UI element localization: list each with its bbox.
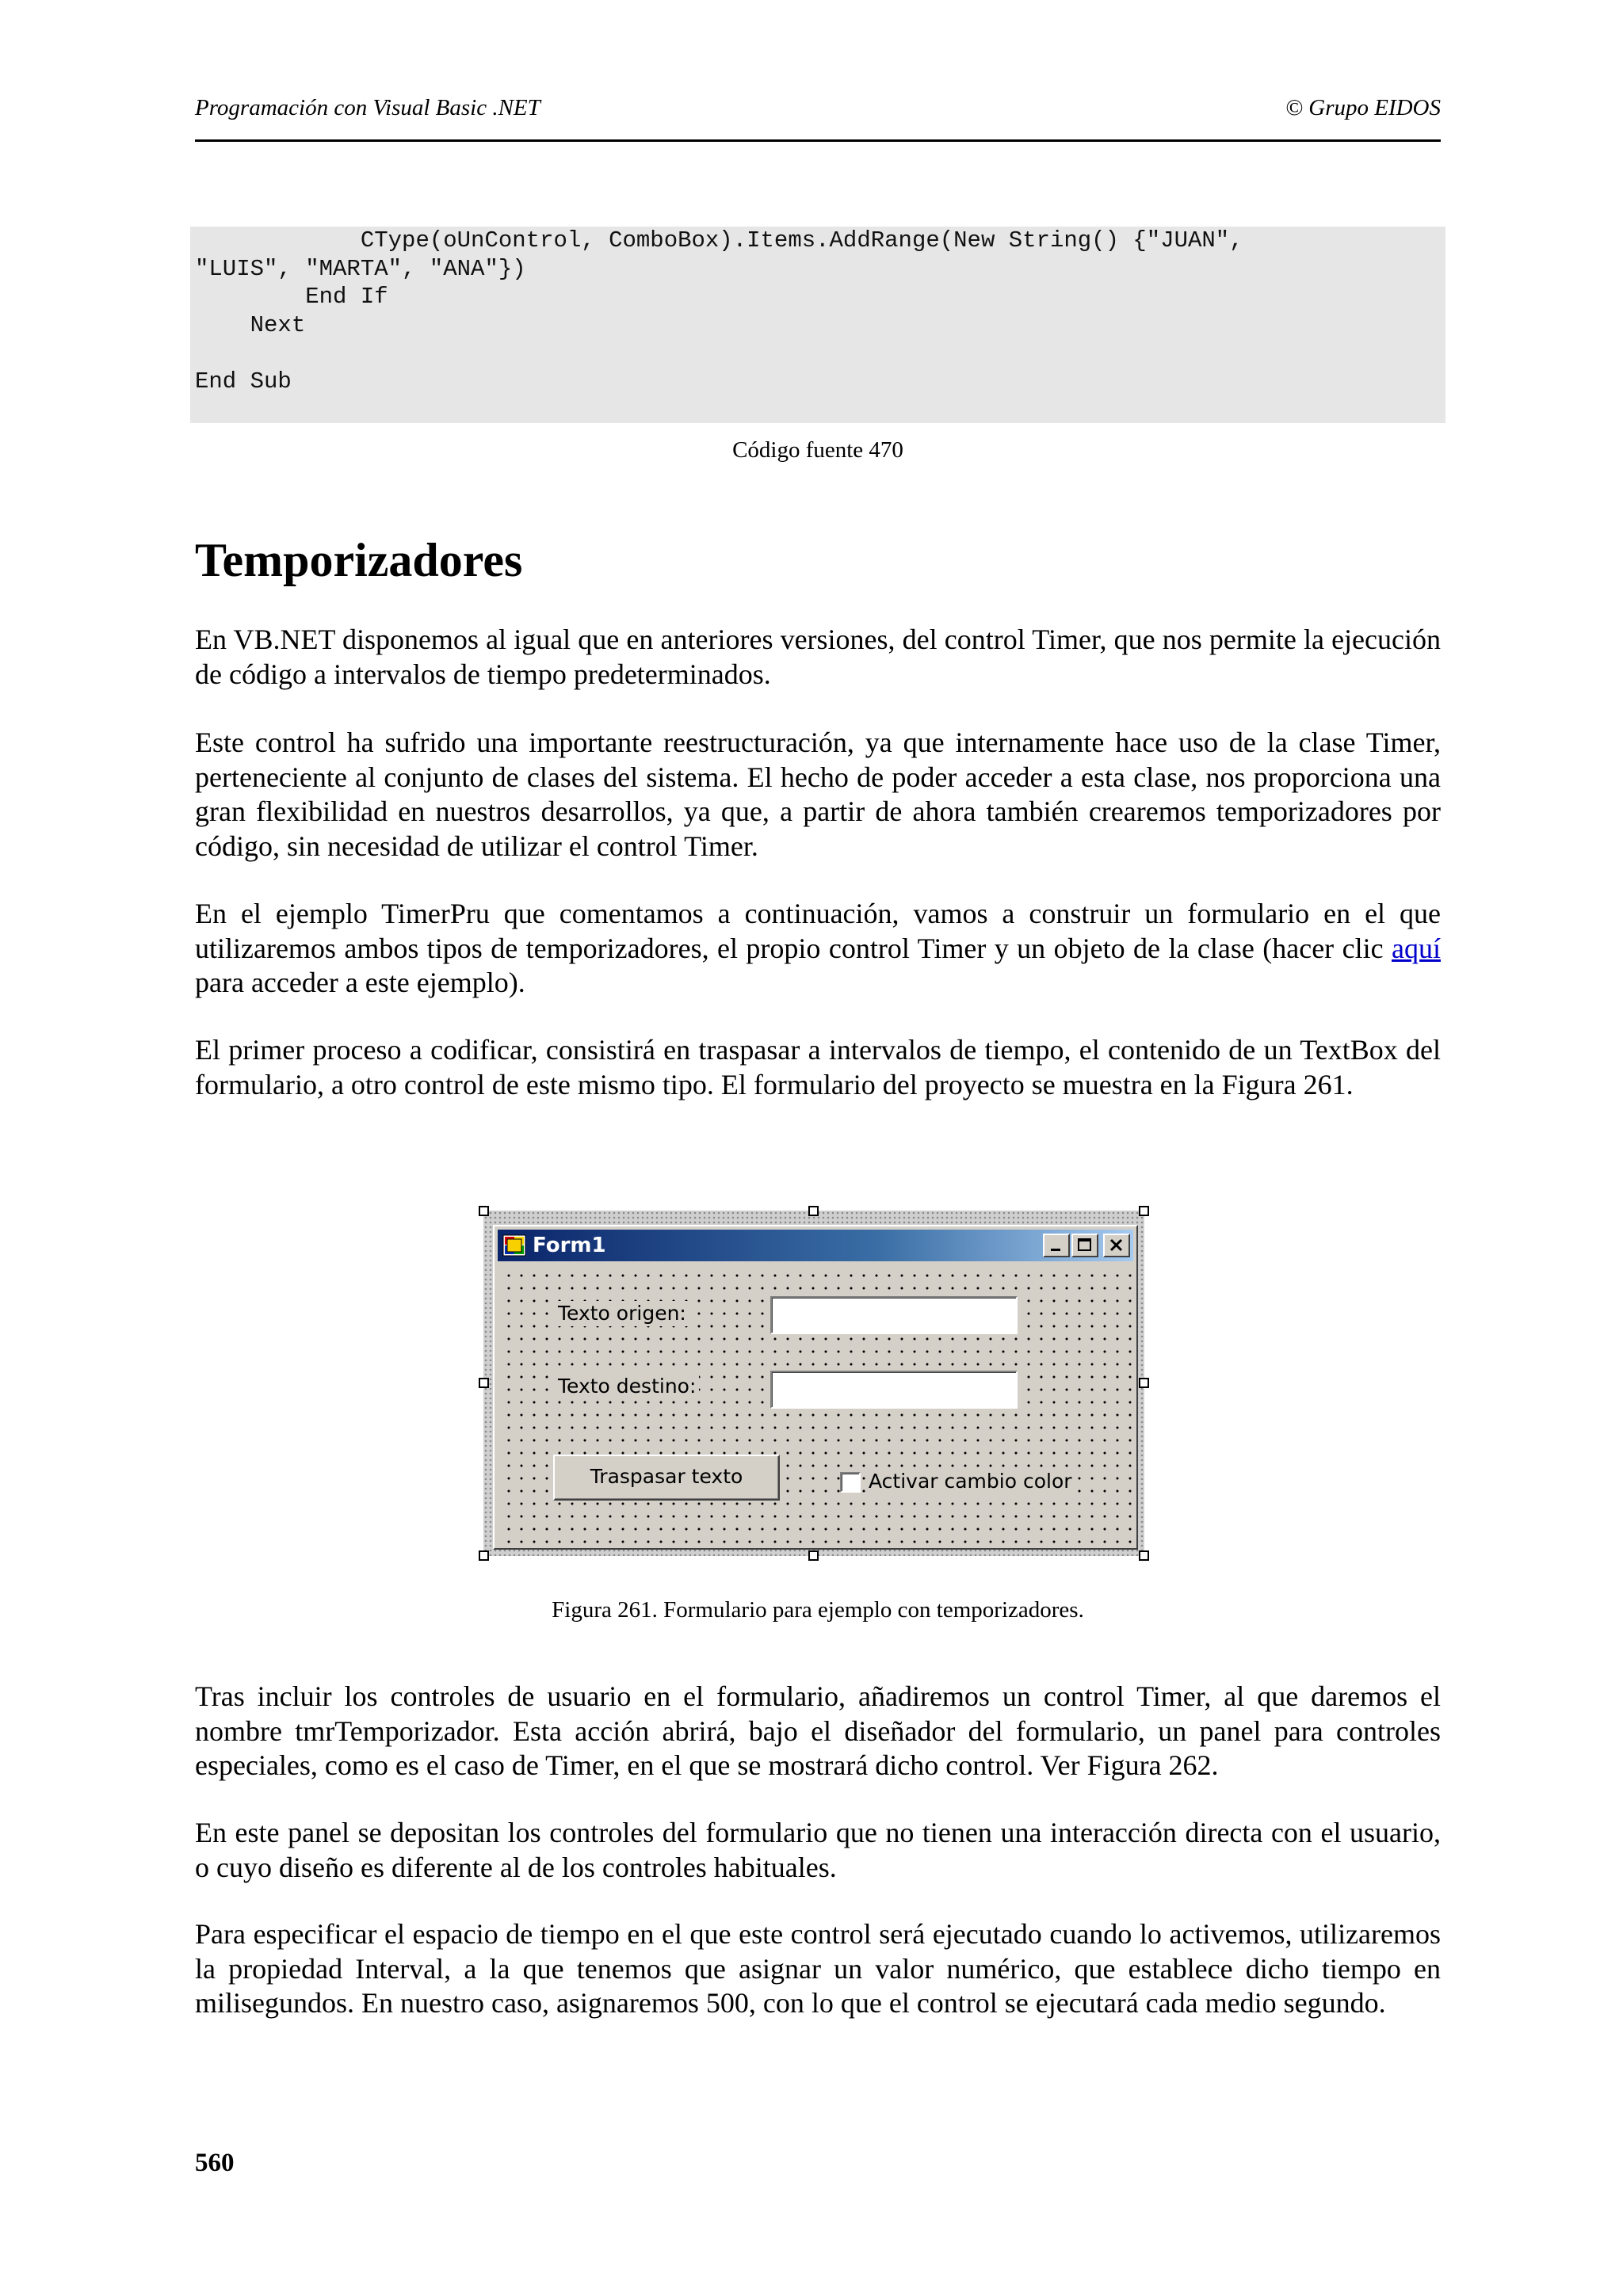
resize-handle[interactable] xyxy=(479,1550,489,1561)
document-page xyxy=(195,0,1441,2296)
paragraph-4: El primer proceso a codificar, consistirá en traspasar a intervalos de tiempo, el contenido de un TextBox del formulario, a otro control de este mismo tipo. El formulario del proyecto se muestra en la Figura 261. xyxy=(195,1034,1441,1100)
minimize-button[interactable] xyxy=(1043,1234,1070,1257)
example-link[interactable]: aquí xyxy=(1392,932,1441,964)
code-line: Next xyxy=(195,311,306,338)
code-line: End If xyxy=(195,284,388,310)
header-book-title: Programación con Visual Basic .NET xyxy=(195,95,540,120)
header-publisher: © Grupo EIDOS xyxy=(1285,95,1441,120)
paragraph-3-text-end: para acceder a este ejemplo). xyxy=(195,967,525,999)
form-title-bar xyxy=(498,1230,1133,1261)
maximize-button[interactable] xyxy=(1071,1234,1098,1257)
paragraph-5: Tras incluir los controles de usuario en el formulario, añadiremos un control Timer, al que daremos el nombre tmrTemporizador. Esta acción abrirá, bajo el diseñador del formulario, un panel para controles especiales, como es el caso de Timer, en el que se mostrará dicho control. Ver Figura 262. xyxy=(195,1680,1441,1782)
figure-caption: Figura 261. Formulario para ejemplo con temporizadores. xyxy=(552,1597,1084,1623)
paragraph-2: Este control ha sufrido una importante reestructuración, ya que internamente hace uso de la clase Timer, perteneciente al conjunto de clases del sistema. El hecho de poder acceder a esta clase, nos proporciona una gran flexibilidad en nuestros desarrollos, ya que, a partir de ahora también crearemos temporizadores por código, sin necesidad de utilizar el control Timer. xyxy=(195,727,1441,862)
code-block xyxy=(190,227,1445,423)
activar-cambio-color-checkbox[interactable] xyxy=(840,1472,861,1493)
resize-handle[interactable] xyxy=(1139,1378,1149,1388)
code-line: End Sub xyxy=(195,368,292,395)
resize-handle[interactable] xyxy=(808,1550,819,1561)
paragraph-3 xyxy=(195,897,1441,1001)
texto-destino-input[interactable] xyxy=(770,1371,1018,1409)
code-line xyxy=(195,339,1445,368)
resize-handle[interactable] xyxy=(1139,1206,1149,1216)
paragraph-1: En VB.NET disponemos al igual que en anteriores versiones, del control Timer, que nos permite la ejecución de código a intervalos de tiempo predeterminados. xyxy=(195,624,1441,690)
running-header xyxy=(195,95,1441,142)
resize-handle[interactable] xyxy=(479,1378,489,1388)
close-icon xyxy=(1105,1235,1128,1256)
code-line: "LUIS", "MARTA", "ANA"}) xyxy=(195,255,526,282)
code-caption: Código fuente 470 xyxy=(732,437,903,463)
resize-handle[interactable] xyxy=(479,1206,489,1216)
traspasar-texto-button[interactable]: Traspasar texto xyxy=(553,1455,780,1501)
paragraph-7: Para especificar el espacio de tiempo en el que este control será ejecutado cuando lo activemos, utilizaremos la propiedad Interval, a la que tenemos que asignar un valor numérico, que establece dicho tiempo en milisegundos. En nuestro caso, asignaremos 500, con lo que el control se ejecutará cada medio segundo. xyxy=(195,1918,1441,2019)
figure-form-designer xyxy=(477,1204,1151,1562)
label-texto-destino: Texto destino: xyxy=(555,1374,699,1399)
code-line: CType(oUnControl, ComboBox).Items.AddRange(New String() {"JUAN", xyxy=(195,227,1243,254)
form-icon xyxy=(502,1234,526,1257)
close-button[interactable] xyxy=(1103,1234,1130,1257)
resize-handle[interactable] xyxy=(808,1206,819,1216)
label-texto-origen: Texto origen: xyxy=(555,1301,689,1326)
maximize-icon xyxy=(1073,1235,1097,1256)
section-title: Temporizadores xyxy=(195,534,523,586)
checkbox-label: Activar cambio color xyxy=(865,1469,1075,1494)
texto-origen-input[interactable] xyxy=(770,1296,1018,1334)
form-title: Form1 xyxy=(533,1234,606,1257)
paragraph-3-text: En el ejemplo TimerPru que comentamos a continuación, vamos a construir un formulario en el que utilizaremos ambos tipos de temporizadores, el propio control Timer y un objeto de la clase (hacer clic xyxy=(195,898,1441,964)
resize-handle[interactable] xyxy=(1139,1550,1149,1561)
form-client-area xyxy=(498,1264,1133,1545)
paragraph-6: En este panel se depositan los controles del formulario que no tienen una interacción directa con el usuario, o cuyo diseño es diferente al de los controles habituales. xyxy=(195,1817,1441,1883)
form-window xyxy=(493,1225,1138,1550)
minimize-icon xyxy=(1044,1235,1068,1256)
page-number: 560 xyxy=(195,2149,235,2177)
